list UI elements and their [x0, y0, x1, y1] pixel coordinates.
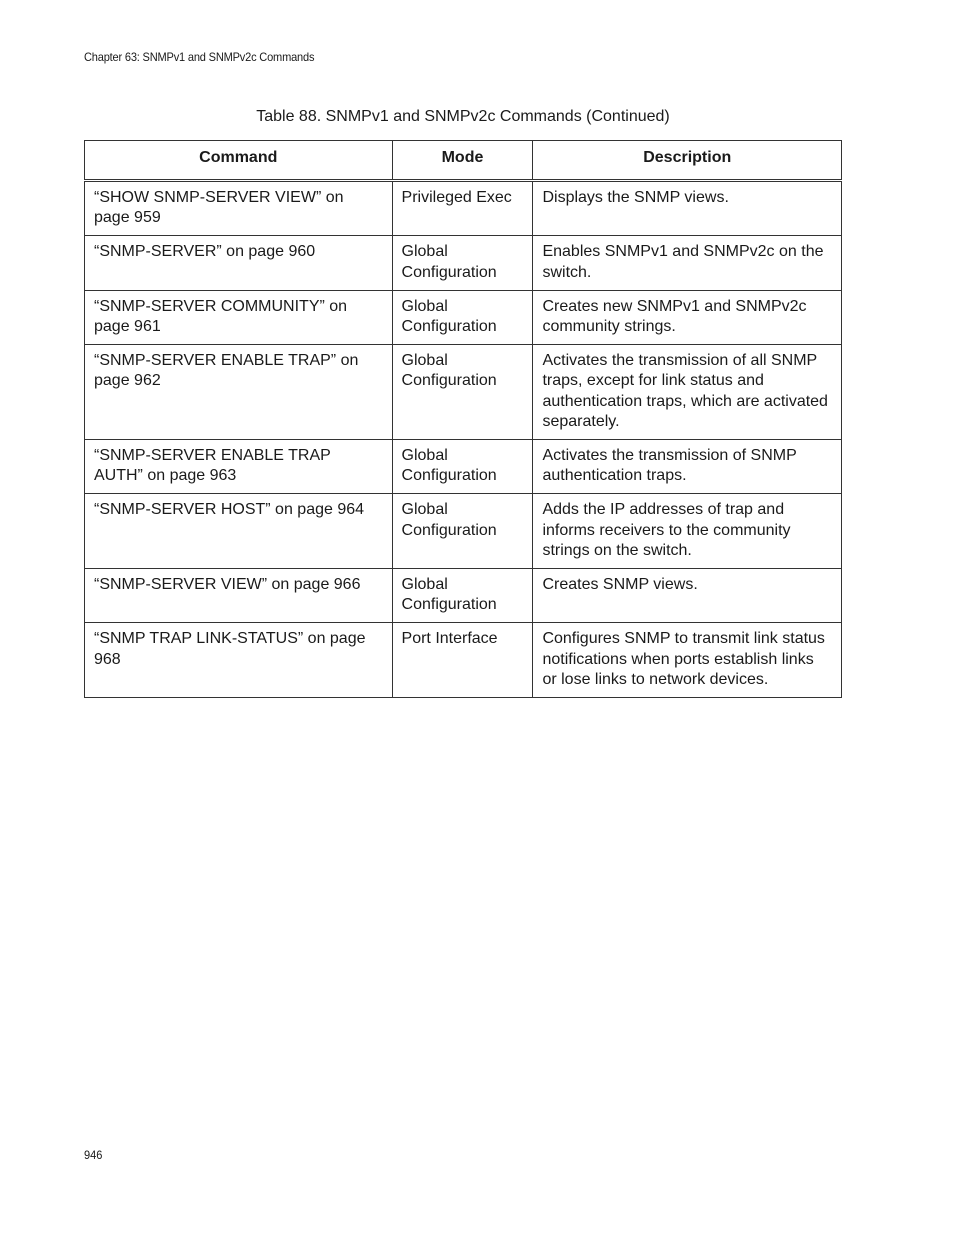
command-cell: “SNMP-SERVER” on page 960: [85, 236, 393, 290]
column-header-description: Description: [533, 141, 842, 181]
table-row: [85, 290, 842, 344]
mode-cell: Global Configuration: [392, 569, 533, 623]
mode-cell: Global Configuration: [392, 494, 533, 569]
command-cell: “SNMP-SERVER VIEW” on page 966: [85, 569, 393, 623]
table-row: [85, 440, 842, 494]
command-cell: “SNMP-SERVER COMMUNITY” on page 961: [85, 290, 393, 344]
mode-cell: Privileged Exec: [392, 181, 533, 236]
table-caption: Table 88. SNMPv1 and SNMPv2c Commands (Continued): [256, 108, 670, 125]
command-cell: “SNMP TRAP LINK-STATUS” on page 968: [85, 623, 393, 698]
description-cell: Enables SNMPv1 and SNMPv2c on the switch.: [533, 236, 842, 290]
command-cell: “SNMP-SERVER ENABLE TRAP” on page 962: [85, 345, 393, 440]
description-cell: Creates SNMP views.: [533, 569, 842, 623]
description-cell: Displays the SNMP views.: [533, 181, 842, 236]
command-cell: “SNMP-SERVER ENABLE TRAP AUTH” on page 963: [85, 440, 393, 494]
mode-cell: Global Configuration: [392, 440, 533, 494]
description-cell: Activates the transmission of all SNMP traps, except for link status and authentication traps, which are activated separately.: [533, 345, 842, 440]
running-header: Chapter 63: SNMPv1 and SNMPv2c Commands: [84, 50, 315, 64]
commands-table: [84, 140, 842, 698]
table-row: [85, 494, 842, 569]
mode-cell: Port Interface: [392, 623, 533, 698]
table-row: [85, 623, 842, 698]
table-row: [85, 181, 842, 236]
mode-cell: Global Configuration: [392, 290, 533, 344]
column-header-command: Command: [85, 141, 393, 181]
description-cell: Configures SNMP to transmit link status notifications when ports establish links or lose links to network devices.: [533, 623, 842, 698]
description-cell: Adds the IP addresses of trap and informs receivers to the community strings on the switch.: [533, 494, 842, 569]
table-row: [85, 569, 842, 623]
table-row: [85, 345, 842, 440]
command-cell: “SNMP-SERVER HOST” on page 964: [85, 494, 393, 569]
mode-cell: Global Configuration: [392, 236, 533, 290]
command-cell: “SHOW SNMP-SERVER VIEW” on page 959: [85, 181, 393, 236]
description-cell: Creates new SNMPv1 and SNMPv2c community strings.: [533, 290, 842, 344]
mode-cell: Global Configuration: [392, 345, 533, 440]
table-header-row: [85, 141, 842, 181]
column-header-mode: Mode: [392, 141, 533, 181]
table-row: [85, 236, 842, 290]
page-number: 946: [84, 1148, 103, 1162]
description-cell: Activates the transmission of SNMP authentication traps.: [533, 440, 842, 494]
